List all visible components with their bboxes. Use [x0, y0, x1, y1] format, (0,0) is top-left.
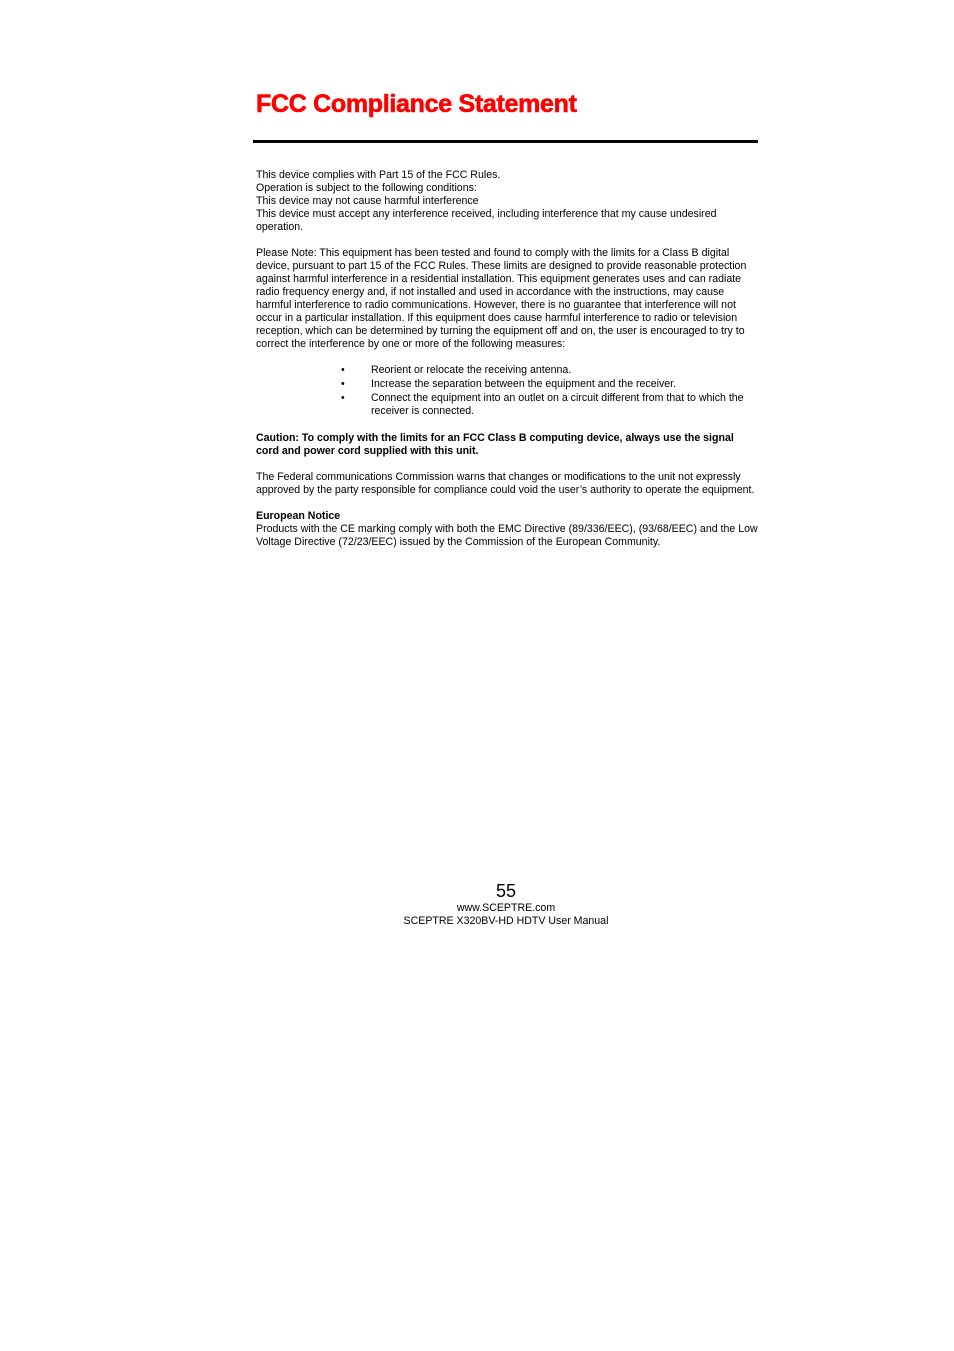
- caution-paragraph: Caution: To comply with the limits for an FCC Class B computing device, always use the signal cord and power cord supplied with this unit.: [256, 432, 734, 457]
- intro-line: This device may not cause harmful interference: [256, 195, 479, 207]
- note-paragraph: Please Note: This equipment has been tested and found to comply with the limits for a Class B digital device, pursuant to part 15 of the FCC Rules. These limits are designed to provide reasonable protection against harmful interference in a residential installation. This equipment generates uses and can radiate radio frequency energy and, if not installed and used in accordance with the instructions, may cause harmful interference to radio communications. However, there is no guarantee that interference will not occur in a particular installation. If this equipment does cause harmful interference to radio or television reception, which can be determined by turning the equipment off and on, the user is encouraged to try to correct the interference by one or more of the following measures:: [256, 247, 747, 350]
- list-item-text: Reorient or relocate the receiving antenna.: [371, 364, 572, 376]
- intro-line: This device complies with Part 15 of the FCC Rules.: [256, 169, 501, 181]
- european-heading: European Notice: [256, 510, 341, 522]
- footer-manual-title: SCEPTRE X320BV-HD HDTV User Manual: [403, 915, 609, 927]
- footer-website: www.SCEPTRE.com: [456, 902, 556, 914]
- page-title: FCC Compliance Statement: [256, 90, 577, 118]
- measures-list: [256, 364, 758, 418]
- page-body: [256, 169, 758, 549]
- list-item: [256, 392, 758, 418]
- european-paragraph: Products with the CE marking comply with both the EMC Directive (89/336/EEC), (93/68/EEC) and the Low Voltage Directive (72/23/EEC) issued by the Commission of the European Community.: [256, 523, 758, 548]
- list-item-text: Increase the separation between the equipment and the receiver.: [371, 378, 677, 390]
- list-item: [256, 378, 758, 391]
- intro-line: This device must accept any interference received, including interference that my cause undesired operation.: [256, 208, 717, 233]
- title-divider: [253, 140, 758, 143]
- bullet-icon: •: [341, 364, 345, 376]
- list-item-text: Connect the equipment into an outlet on a circuit different from that to which the receiver is connected.: [371, 392, 744, 417]
- page-footer: [0, 880, 954, 928]
- page-number: 55: [495, 881, 517, 901]
- bullet-icon: •: [341, 378, 345, 390]
- federal-paragraph: The Federal communications Commission warns that changes or modifications to the unit not expressly approved by the party responsible for compliance could void the user’s authority to operate the equipment.: [256, 471, 755, 496]
- intro-line: Operation is subject to the following conditions:: [256, 182, 477, 194]
- list-item: [256, 364, 758, 377]
- bullet-icon: •: [341, 392, 345, 404]
